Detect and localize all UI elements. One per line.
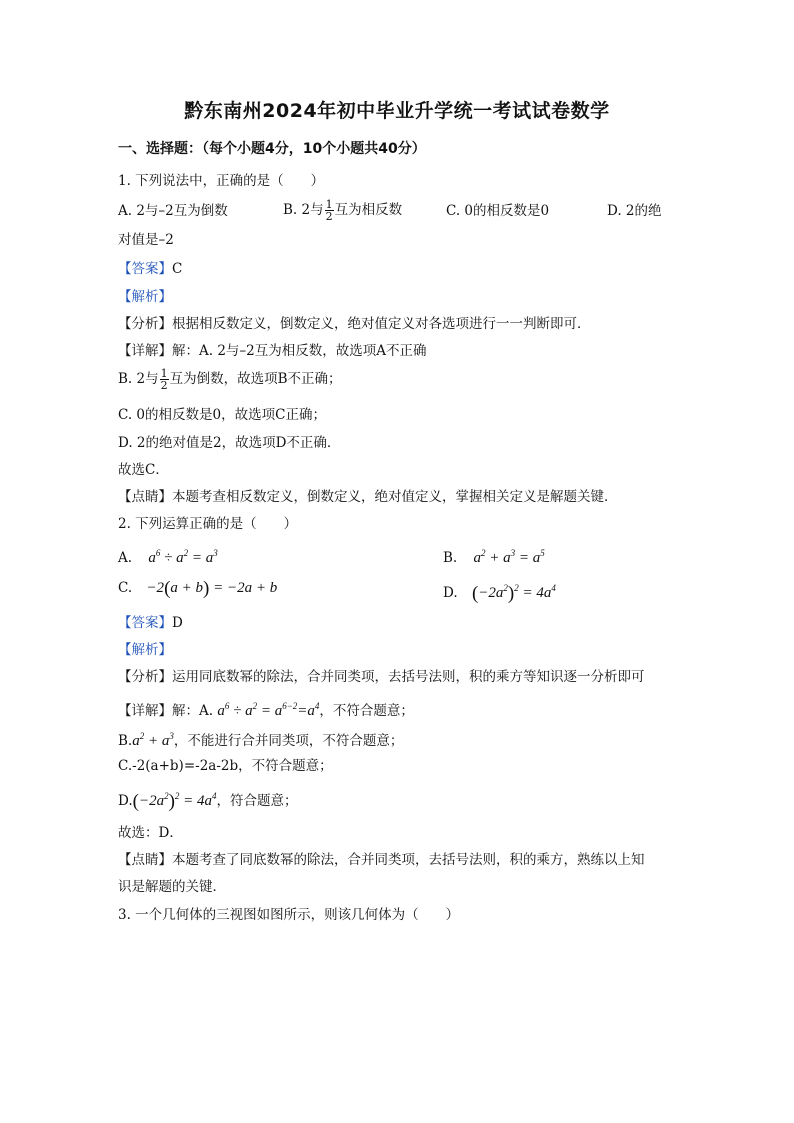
dianjing-tag: 【点睛】: [118, 852, 172, 868]
q1-option-b: [283, 199, 402, 222]
q1-line-c: C. 0的相反数是0，故选项C正确；: [118, 407, 326, 423]
section-heading: 一、选择题：（每个小题4分，10个小题共40分）: [118, 141, 426, 157]
q2-line-b-formula: $a^2 + a^3$: [132, 731, 174, 749]
q1-answer-value: C: [172, 261, 183, 277]
q2-line-b-post: ，不能进行合并同类项，不符合题意；: [173, 733, 404, 749]
q1-answer: [118, 260, 182, 278]
q2-xiangjie-a-pre: 解：A.: [172, 703, 214, 719]
q2-option-c-label: C.: [118, 580, 133, 596]
q1-option-d-line2: 对值是–2: [118, 232, 174, 248]
page-title: 黔东南州2024年初中毕业升学统一考试试卷数学: [184, 100, 610, 122]
q1-xiangjie-text: 解：A. 2与–2互为相反数，故选项A不正确: [172, 343, 427, 359]
q2-xiangjie: [118, 697, 414, 720]
q1-fenxi: [118, 315, 591, 333]
xiangjie-tag: 【详解】: [118, 343, 172, 359]
q2-stem: 2. 下列运算正确的是（ ）: [118, 516, 298, 532]
q3-stem: 3. 一个几何体的三视图如图所示，则该几何体为（ ）: [118, 907, 460, 923]
fenxi-tag: 【分析】: [118, 316, 172, 332]
q2-option-d: [443, 578, 556, 604]
q2-answer-value: D: [172, 615, 183, 631]
q2-option-a-formula: $a^6 \div a^2 = a^3$: [148, 548, 218, 566]
q2-option-d-formula: $(-2a^2)^2 = 4a^4$: [471, 583, 556, 604]
q2-option-a: [118, 543, 218, 568]
q1-xiangjie: [118, 342, 427, 360]
q1-dianjing: [118, 488, 618, 506]
q2-line-d-post: ，符合题意；: [216, 793, 298, 809]
dianjing-tag: 【点睛】: [118, 489, 172, 505]
fraction-one-half: $\frac{1}{2}$: [160, 367, 168, 392]
q2-line-c: C.-2(a+b)=-2a-2b，不符合题意；: [118, 758, 333, 774]
q2-dianjing-text: 本题考查了同底数幂的除法，合并同类项，去括号法则，积的乘方，熟练以上知: [172, 852, 645, 868]
q1-option-d-line1: D. 2的绝: [607, 203, 662, 219]
q2-option-b: [443, 543, 545, 568]
q1-dianjing-text: 本题考查相反数定义，倒数定义，绝对值定义，掌握相关定义是解题关键．: [172, 489, 618, 505]
q1-stem: 1. 下列说法中，正确的是（ ）: [118, 173, 325, 189]
q2-option-c: [118, 578, 277, 599]
q2-analysis-tag: 【解析】: [118, 642, 172, 658]
q2-fenxi: [118, 668, 645, 686]
q1-option-c: C. 0的相反数是0: [446, 203, 550, 219]
q2-line-b: [118, 727, 403, 750]
q2-xiangjie-a-post: ，不符合题意；: [319, 703, 414, 719]
q2-option-a-label: A.: [118, 550, 133, 566]
q2-answer: [118, 614, 183, 632]
q1-fenxi-text: 根据相反数定义，倒数定义，绝对值定义对各选项进行一一判断即可．: [172, 316, 591, 332]
q1-option-b-post: 互为相反数: [334, 202, 403, 218]
q1-analysis-tag: 【解析】: [118, 289, 172, 305]
fenxi-tag: 【分析】: [118, 669, 172, 685]
q2-dianjing-cont: 识是解题的关键．: [118, 879, 226, 895]
q1-line-b: [118, 368, 342, 391]
q1-option-b-pre: B. 2与: [283, 202, 324, 218]
q1-line-d: D. 2的绝对值是2，故选项D不正确．: [118, 435, 341, 451]
q2-option-b-formula: $a^2 + a^3 = a^5$: [473, 548, 545, 566]
answer-tag: 【答案】: [118, 261, 172, 277]
answer-tag: 【答案】: [118, 615, 172, 631]
q1-option-a: A. 2与–2互为倒数: [118, 203, 228, 219]
q2-line-d: [118, 787, 298, 811]
q2-fenxi-text: 运用同底数幂的除法，合并同类项，去括号法则，积的乘方等知识逐一分析即可: [172, 669, 645, 685]
q2-xiangjie-a-formula: $a^6 \div a^2 = a^{6-2}=a^4$: [217, 701, 320, 719]
xiangjie-tag: 【详解】: [118, 703, 172, 719]
q2-line-d-pre: D.: [118, 793, 133, 809]
q1-line-b-pre: B. 2与: [118, 371, 159, 387]
q2-line-b-pre: B.: [118, 733, 133, 749]
q2-conclusion: 故选：D．: [118, 825, 183, 841]
q2-option-b-label: B.: [443, 550, 458, 566]
q1-line-b-post: 互为倒数，故选项B不正确；: [169, 371, 342, 387]
q2-line-d-formula: $(-2a^2)^2 = 4a^4$: [132, 791, 217, 812]
fraction-one-half: $\frac{1}{2}$: [325, 198, 333, 223]
q2-dianjing: [118, 851, 645, 869]
q1-conclusion: 故选C．: [118, 462, 169, 478]
q2-option-c-formula: −2(a + b) = −2a + b: [146, 578, 278, 599]
q2-option-d-label: D.: [443, 585, 458, 601]
